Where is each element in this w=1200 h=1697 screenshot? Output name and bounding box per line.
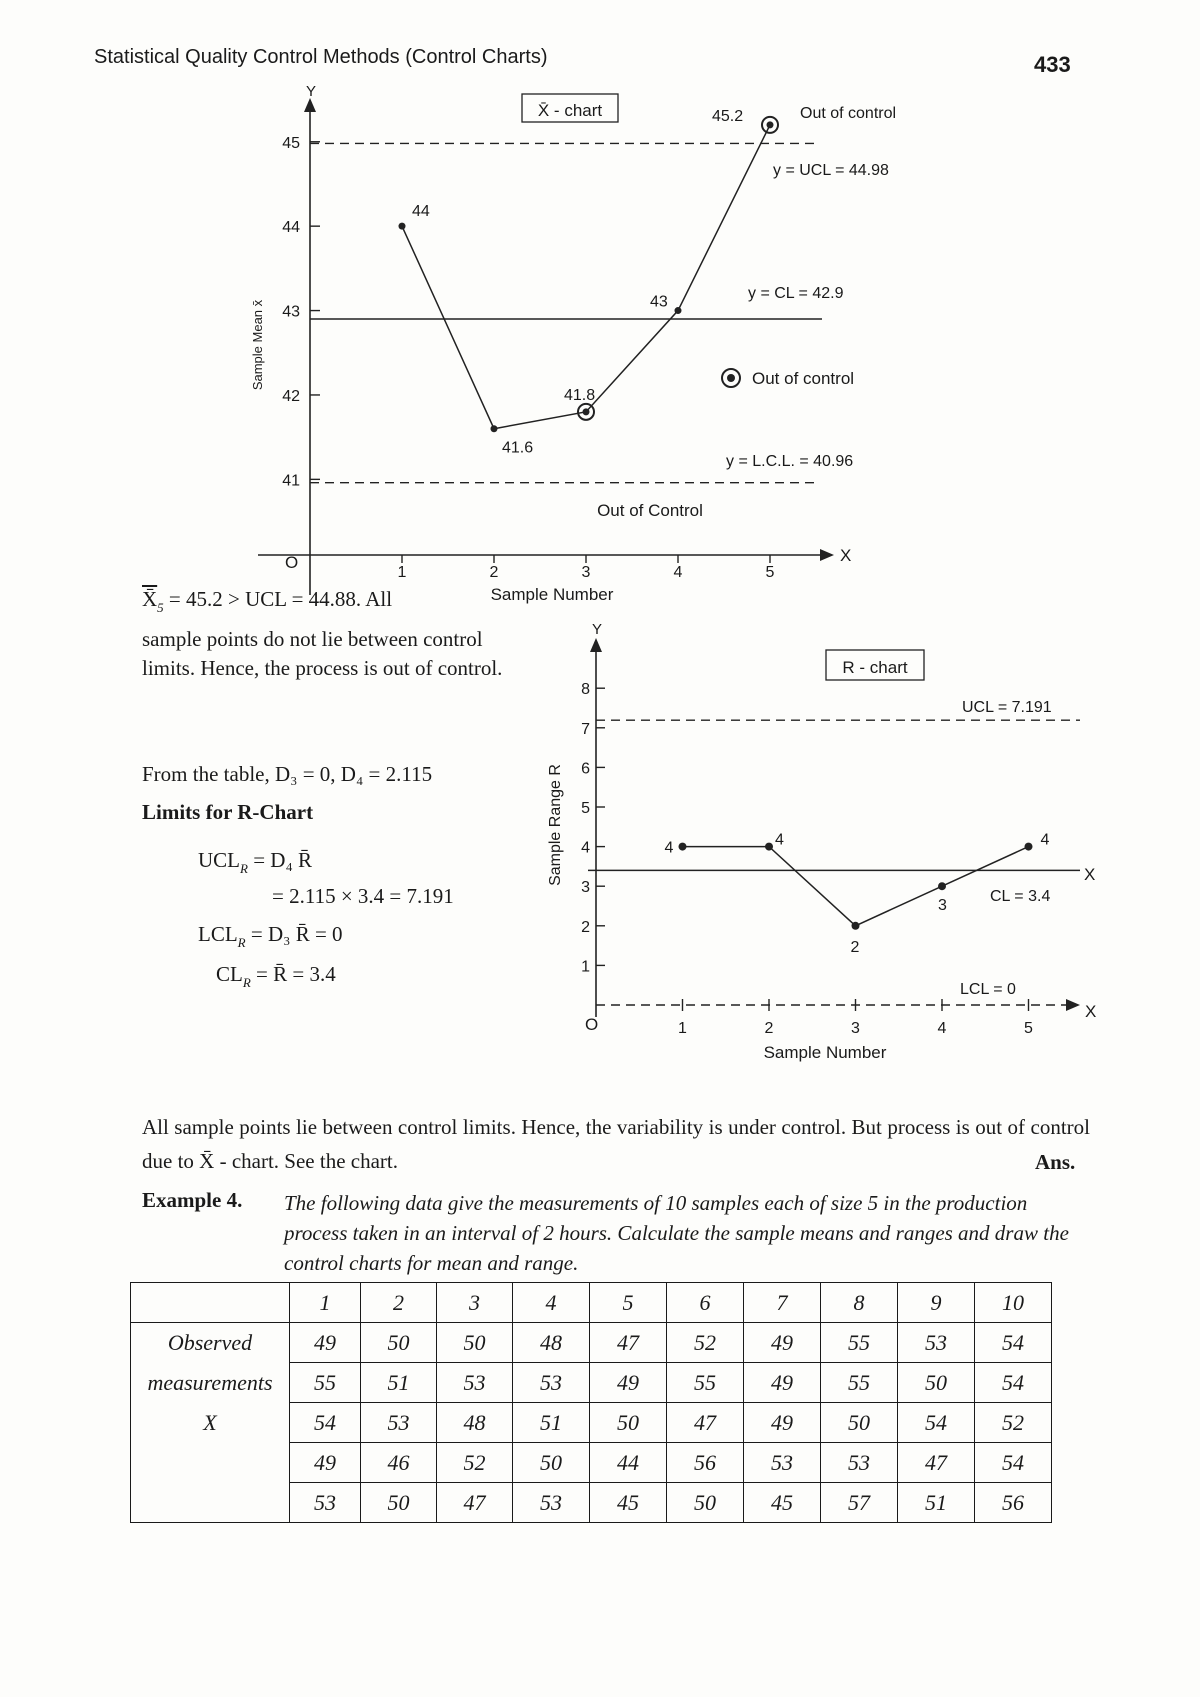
legend-label: Out of control [752, 369, 855, 388]
table-cell: 48 [437, 1403, 513, 1443]
running-header-title: Statistical Quality Control Methods (Control Charts) [94, 46, 548, 68]
data-label: 45.2 [712, 107, 744, 125]
point5-out-of-control-note: Out of control [800, 105, 897, 122]
table-cell: 50 [513, 1443, 590, 1483]
table-cell: 47 [898, 1443, 975, 1483]
r-y-tick-label: 8 [581, 681, 590, 699]
r-x-tick-label: 4 [937, 1020, 947, 1037]
r-y-tick-label: 7 [581, 720, 590, 738]
ucl-r-label: UCL [198, 848, 240, 872]
table-cell: 44 [590, 1443, 667, 1483]
d-constants-text: From the table, D₃ = 0, D₄ = 2.115 [142, 762, 433, 786]
r-cl-axis-letter: X [1084, 865, 1096, 884]
table-cell: 50 [361, 1483, 437, 1523]
r-y-tick-label: 4 [581, 839, 590, 857]
table-cell: 50 [667, 1483, 744, 1523]
x-tick-label: 1 [397, 564, 407, 581]
r-series-line [683, 847, 1029, 926]
r-data-point [765, 843, 773, 851]
table-cell: 49 [590, 1363, 667, 1403]
x-axis-letter: X [840, 546, 852, 565]
page-number: 433 [1034, 52, 1071, 77]
table-cell: 53 [821, 1443, 898, 1483]
table-cell: 55 [290, 1363, 361, 1403]
y-tick-label: 45 [282, 134, 300, 152]
measurements-table [130, 1282, 1052, 1523]
table-cell: 56 [975, 1483, 1052, 1523]
table-cell: 53 [744, 1443, 821, 1483]
r-y-tick-label: 1 [581, 958, 590, 976]
x-tick-label: 2 [489, 564, 499, 581]
cl-r-subscript: R [242, 975, 251, 990]
table-cell: 54 [975, 1363, 1052, 1403]
ucl-r-subscript: R [240, 861, 248, 876]
table-row [131, 1443, 1052, 1483]
data-label: 41.8 [564, 386, 596, 404]
sample-header: 10 [975, 1283, 1052, 1323]
table-cell: 51 [513, 1403, 590, 1443]
r-data-label: 4 [775, 831, 784, 849]
y-tick-label: 44 [282, 219, 300, 237]
example-statement: The following data give the measurements of 10 samples each of size 5 in the production process taken in an interval of 2 hours. Calculate the sample means and ranges and draw the control charts for mean and range. [284, 1191, 1069, 1275]
row-label: measurements [131, 1363, 290, 1403]
xbar5-inequality: = 45.2 > UCL = 44.88. All [168, 587, 393, 611]
table-cell: 51 [361, 1363, 437, 1403]
table-cell: 53 [513, 1363, 590, 1403]
row-label [131, 1483, 290, 1523]
table-cell: 53 [437, 1363, 513, 1403]
r-y-tick-label: 2 [581, 918, 590, 936]
table-cell: 53 [290, 1483, 361, 1523]
row-label: Observed [131, 1323, 290, 1363]
x-axis-title: Sample Number [490, 585, 614, 604]
lcl-label: y = L.C.L. = 40.96 [726, 453, 854, 470]
r-x-tick-label: 5 [1024, 1020, 1033, 1037]
ucl-label: y = UCL = 44.98 [773, 162, 889, 179]
ucl-r-formula [198, 848, 312, 877]
table-cell: 52 [975, 1403, 1052, 1443]
table-cell: 51 [898, 1483, 975, 1523]
y-tick-label: 42 [282, 387, 300, 405]
table-cell: 53 [513, 1483, 590, 1523]
variability-conclusion: All sample points lie between control limits. Hence, the variability is under control. But process is out of control due to X̄ - chart. See the chart. [142, 1115, 1090, 1173]
y-axis-title: Sample Mean x̄ [250, 299, 265, 391]
origin-label: O [285, 553, 299, 572]
r-data-label: 2 [850, 938, 860, 956]
table-corner-cell [131, 1283, 290, 1323]
table-row [131, 1363, 1052, 1403]
r-limits-heading: Limits for R-Chart [142, 800, 314, 824]
sample-header: 3 [437, 1283, 513, 1323]
table-cell: 49 [744, 1363, 821, 1403]
sample-header: 7 [744, 1283, 821, 1323]
r-y-tick-label: 6 [581, 760, 590, 778]
table-cell: 50 [590, 1403, 667, 1443]
r-x-axis-letter: X [1085, 1002, 1097, 1021]
data-label: 41.6 [502, 439, 534, 457]
table-cell: 50 [821, 1403, 898, 1443]
y-tick-label: 41 [282, 472, 300, 490]
table-cell: 50 [361, 1323, 437, 1363]
r-ucl-label: UCL = 7.191 [962, 699, 1052, 716]
cl-label: y = CL = 42.9 [748, 285, 844, 302]
r-x-axis-title: Sample Number [763, 1043, 887, 1062]
sample-header: 4 [513, 1283, 590, 1323]
table-cell: 53 [361, 1403, 437, 1443]
table-cell: 55 [821, 1323, 898, 1363]
r-y-axis-arrow [590, 638, 602, 652]
cl-r-formula [216, 962, 336, 991]
ucl-r-calculation: = 2.115 × 3.4 = 7.191 [272, 884, 454, 908]
x-tick-label: 5 [765, 564, 775, 581]
r-y-tick-label: 5 [581, 800, 590, 817]
table-cell: 55 [667, 1363, 744, 1403]
table-cell: 52 [667, 1323, 744, 1363]
lcl-r-rhs: = D₃ R̄ = 0 [250, 922, 343, 946]
xbar-conclusion-body: sample points do not lie between control limits. Hence, the process is out of control. [142, 627, 503, 680]
table-cell: 49 [290, 1323, 361, 1363]
table-cell: 56 [667, 1443, 744, 1483]
xbar5-subscript: 5 [157, 600, 164, 615]
lcl-note: Out of Control [597, 501, 703, 520]
sample-header: 9 [898, 1283, 975, 1323]
r-y-axis-letter: Y [592, 621, 603, 638]
y-tick-label: 43 [282, 303, 300, 321]
table-row [131, 1403, 1052, 1443]
sample-header: 1 [290, 1283, 361, 1323]
table-cell: 55 [821, 1363, 898, 1403]
r-y-axis-title: Sample Range R [547, 764, 564, 886]
xbar-chart-label: X̄ - chart [537, 101, 603, 120]
r-data-point [1025, 843, 1033, 851]
x-tick-label: 3 [581, 564, 591, 581]
table-cell: 47 [590, 1323, 667, 1363]
table-cell: 47 [667, 1403, 744, 1443]
sample-header: 8 [821, 1283, 898, 1323]
y-axis-letter: Y [306, 83, 317, 100]
data-label: 43 [650, 293, 668, 311]
answer-marker: Ans. [1035, 1150, 1076, 1174]
table-cell: 50 [898, 1363, 975, 1403]
r-lcl-label: LCL = 0 [960, 981, 1016, 998]
x-tick-label: 4 [673, 564, 683, 581]
table-cell: 45 [744, 1483, 821, 1523]
lcl-r-formula [198, 922, 343, 951]
table-cell: 46 [361, 1443, 437, 1483]
table-cell: 54 [898, 1403, 975, 1443]
table-cell: 48 [513, 1323, 590, 1363]
table-cell: 53 [898, 1323, 975, 1363]
cl-r-rhs: = R̄ = 3.4 [256, 962, 336, 986]
lcl-r-label: LCL [198, 922, 238, 946]
example-label: Example 4. [142, 1188, 243, 1212]
table-cell: 57 [821, 1483, 898, 1523]
table-cell: 52 [437, 1443, 513, 1483]
table-cell: 47 [437, 1483, 513, 1523]
sample-header: 5 [590, 1283, 667, 1323]
sample-header: 2 [361, 1283, 437, 1323]
xbar-conclusion-text [142, 587, 522, 683]
table-cell: 49 [744, 1323, 821, 1363]
table-cell: 50 [437, 1323, 513, 1363]
r-x-tick-label: 2 [764, 1020, 774, 1037]
ucl-r-rhs: = D₄ R̄ [253, 848, 313, 872]
r-origin-label: O [585, 1015, 599, 1034]
r-y-tick-label: 3 [581, 879, 590, 897]
data-label: 44 [412, 203, 430, 221]
xbar5-symbol: X̄ [142, 587, 158, 611]
cl-r-label: CL [216, 962, 243, 986]
r-data-point [852, 922, 860, 930]
lcl-r-subscript: R [237, 935, 246, 950]
r-x-tick-label: 1 [678, 1020, 687, 1037]
table-cell: 54 [975, 1323, 1052, 1363]
r-chart-label: R - chart [842, 658, 908, 677]
r-data-label: 4 [1040, 831, 1050, 849]
r-data-label: 4 [664, 839, 674, 857]
r-data-label: 3 [938, 897, 947, 915]
table-cell: 54 [290, 1403, 361, 1443]
table-cell: 49 [290, 1443, 361, 1483]
row-label [131, 1443, 290, 1483]
sample-header: 6 [667, 1283, 744, 1323]
r-data-point [679, 843, 687, 851]
table-cell: 54 [975, 1443, 1052, 1483]
r-data-point [938, 882, 946, 890]
table-body [131, 1323, 1052, 1523]
table-header-row [131, 1283, 1052, 1323]
r-x-tick-label: 3 [851, 1020, 860, 1037]
table-row [131, 1323, 1052, 1363]
r-x-axis-arrow [1066, 999, 1080, 1011]
row-label: X [131, 1403, 290, 1443]
table-row [131, 1483, 1052, 1523]
table-cell: 45 [590, 1483, 667, 1523]
table-cell: 49 [744, 1403, 821, 1443]
r-cl-label: CL = 3.4 [990, 888, 1051, 905]
